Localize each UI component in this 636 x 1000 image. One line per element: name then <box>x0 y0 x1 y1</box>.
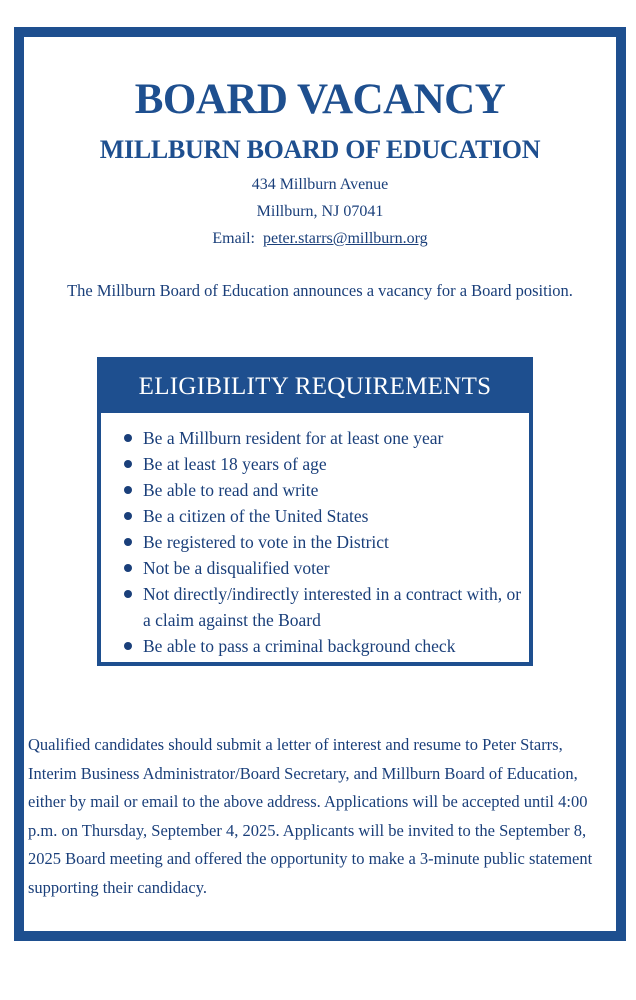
bullet-icon <box>124 590 132 598</box>
bullet-icon <box>124 564 132 572</box>
eligibility-heading: ELIGIBILITY REQUIREMENTS <box>101 361 529 413</box>
eligibility-item <box>101 477 529 503</box>
eligibility-item <box>101 555 529 581</box>
bullet-icon <box>124 512 132 520</box>
eligibility-item-text: Be able to read and write <box>143 480 319 500</box>
eligibility-item <box>101 451 529 477</box>
email-link[interactable]: peter.starrs@millburn.org <box>263 230 428 247</box>
application-instructions: Qualified candidates should submit a letter of interest and resume to Peter Starrs, Interim Business Administrator/Board Secretary, and Millburn Board of Education, either by mail or email to the above address. Applications will be accepted until 4:00 p.m. on Thursday, September 4, 2025. Applicants will be invited to the September 8, 2025 Board meeting and offered the opportunity to make a 3-minute public statement supporting their candidacy. <box>28 735 593 897</box>
eligibility-item-text: Be at least 18 years of age <box>143 454 327 474</box>
bullet-icon <box>124 460 132 468</box>
eligibility-item-text: Not be a disqualified voter <box>143 558 330 578</box>
vacancy-announcement: The Millburn Board of Education announces a vacancy for a Board position. <box>67 281 573 300</box>
eligibility-item-text: Be a citizen of the United States <box>143 506 369 526</box>
bullet-icon <box>124 642 132 650</box>
eligibility-item-text: Be a Millburn resident for at least one year <box>143 428 444 448</box>
eligibility-item <box>101 633 529 659</box>
eligibility-item-text: Not directly/indirectly interested in a contract with, or a claim against the Board <box>143 584 522 630</box>
eligibility-item <box>101 581 529 633</box>
email-line <box>24 231 616 247</box>
bullet-icon <box>124 434 132 442</box>
bullet-icon <box>124 538 132 546</box>
eligibility-item <box>101 425 529 451</box>
flyer-frame <box>14 27 626 941</box>
eligibility-box <box>97 357 533 666</box>
organization-name: MILLBURN BOARD OF EDUCATION <box>99 135 541 164</box>
eligibility-item-text: Be able to pass a criminal background check <box>143 636 456 656</box>
eligibility-item-text: Be registered to vote in the District <box>143 532 389 552</box>
eligibility-list <box>101 413 529 659</box>
eligibility-item <box>101 529 529 555</box>
eligibility-item <box>101 503 529 529</box>
address-city: Millburn, NJ 07041 <box>256 203 384 220</box>
email-label: Email: <box>212 230 255 247</box>
bullet-icon <box>124 486 132 494</box>
address-street: 434 Millburn Avenue <box>251 176 389 193</box>
page-title: BOARD VACANCY <box>134 76 506 123</box>
